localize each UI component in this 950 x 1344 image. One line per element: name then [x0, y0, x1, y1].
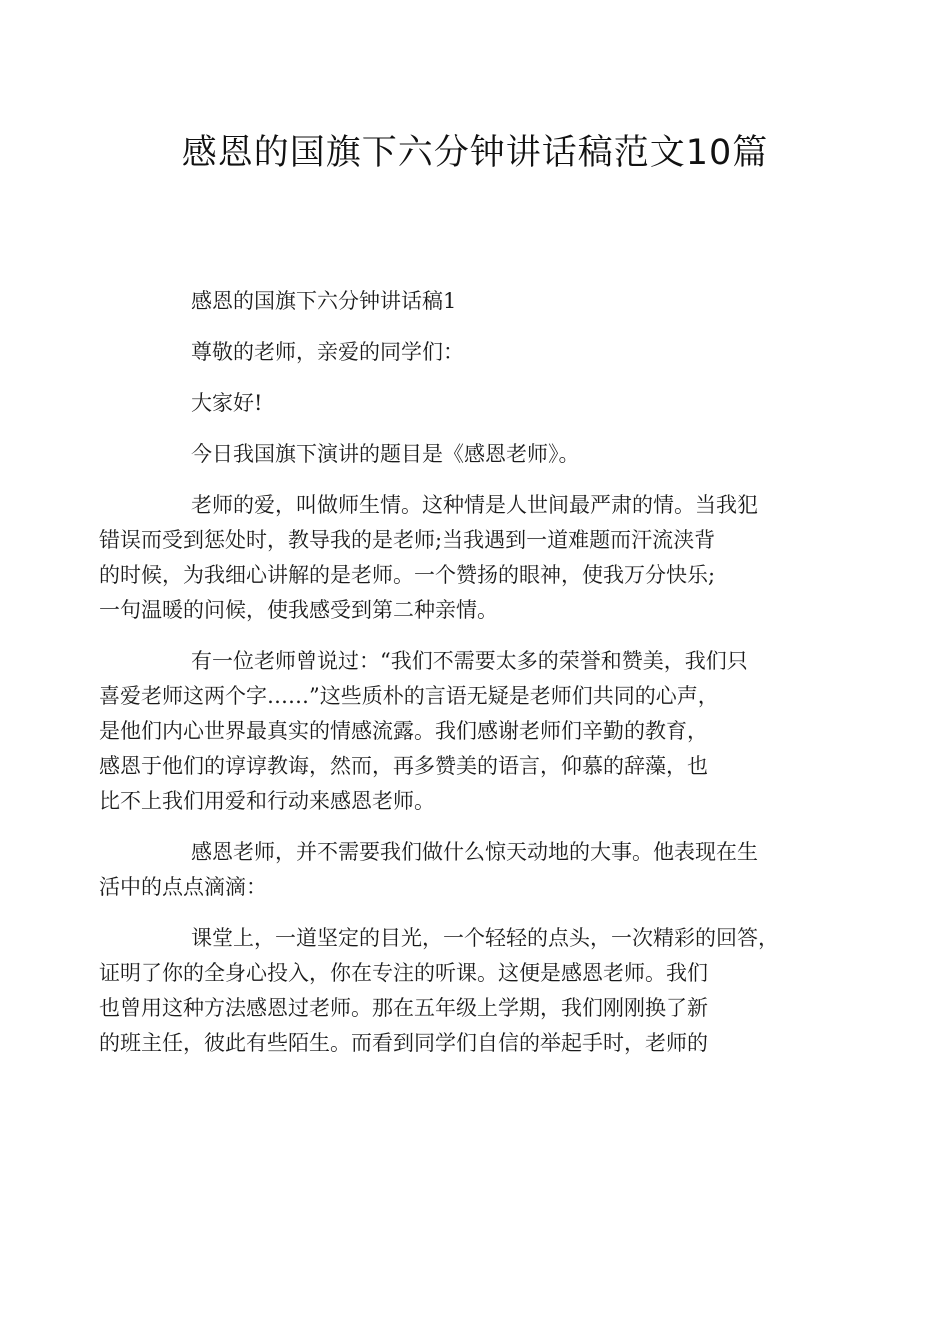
paragraph	[145, 284, 825, 319]
text-line: 一句温暖的问候，使我感受到第二种亲情。	[99, 598, 498, 622]
text-line: 大家好!	[191, 391, 263, 415]
paragraph	[99, 921, 825, 1061]
text-line: 也曾用这种方法感恩过老师。那在五年级上学期，我们刚刚换了新	[99, 996, 708, 1020]
text-line: 的时候，为我细心讲解的是老师。一个赞扬的眼神，使我万分快乐;	[99, 563, 716, 587]
paragraph	[99, 835, 825, 905]
text-line: 感恩的国旗下六分钟讲话稿1	[191, 289, 457, 313]
text-line: 课堂上，一道坚定的目光，一个轻轻的点头，一次精彩的回答，	[191, 926, 779, 950]
text-line: 尊敬的老师，亲爱的同学们：	[191, 340, 464, 364]
text-line: 活中的点点滴滴：	[99, 875, 267, 899]
text-line: 有一位老师曾说过：“我们不需要太多的荣誉和赞美，我们只	[191, 649, 748, 673]
text-line: 错误而受到惩处时，教导我的是老师;当我遇到一道难题而汗流浃背	[99, 528, 716, 552]
text-line: 证明了你的全身心投入，你在专注的听课。这便是感恩老师。我们	[99, 961, 708, 985]
text-line: 比不上我们用爱和行动来感恩老师。	[99, 789, 435, 813]
text-line: 今日我国旗下演讲的题目是《感恩老师》。	[191, 442, 580, 466]
text-line: 感恩老师，并不需要我们做什么惊天动地的大事。他表现在生	[191, 840, 758, 864]
text-line: 是他们内心世界最真实的情感流露。我们感谢老师们辛勤的教育，	[99, 719, 708, 743]
text-line: 的班主任，彼此有些陌生。而看到同学们自信的举起手时，老师的	[99, 1031, 708, 1055]
text-line: 老师的爱，叫做师生情。这种情是人世间最严肃的情。当我犯	[191, 493, 758, 517]
paragraph	[99, 488, 825, 628]
document-body	[99, 284, 825, 1077]
paragraph	[145, 437, 825, 472]
paragraph	[145, 386, 825, 421]
document-title: 感恩的国旗下六分钟讲话稿范文10篇	[181, 133, 769, 173]
paragraph	[145, 335, 825, 370]
text-line: 感恩于他们的谆谆教诲，然而，再多赞美的语言，仰慕的辞藻，也	[99, 754, 708, 778]
paragraph	[99, 644, 825, 819]
text-line: 喜爱老师这两个字……”这些质朴的言语无疑是老师们共同的心声，	[99, 684, 719, 708]
